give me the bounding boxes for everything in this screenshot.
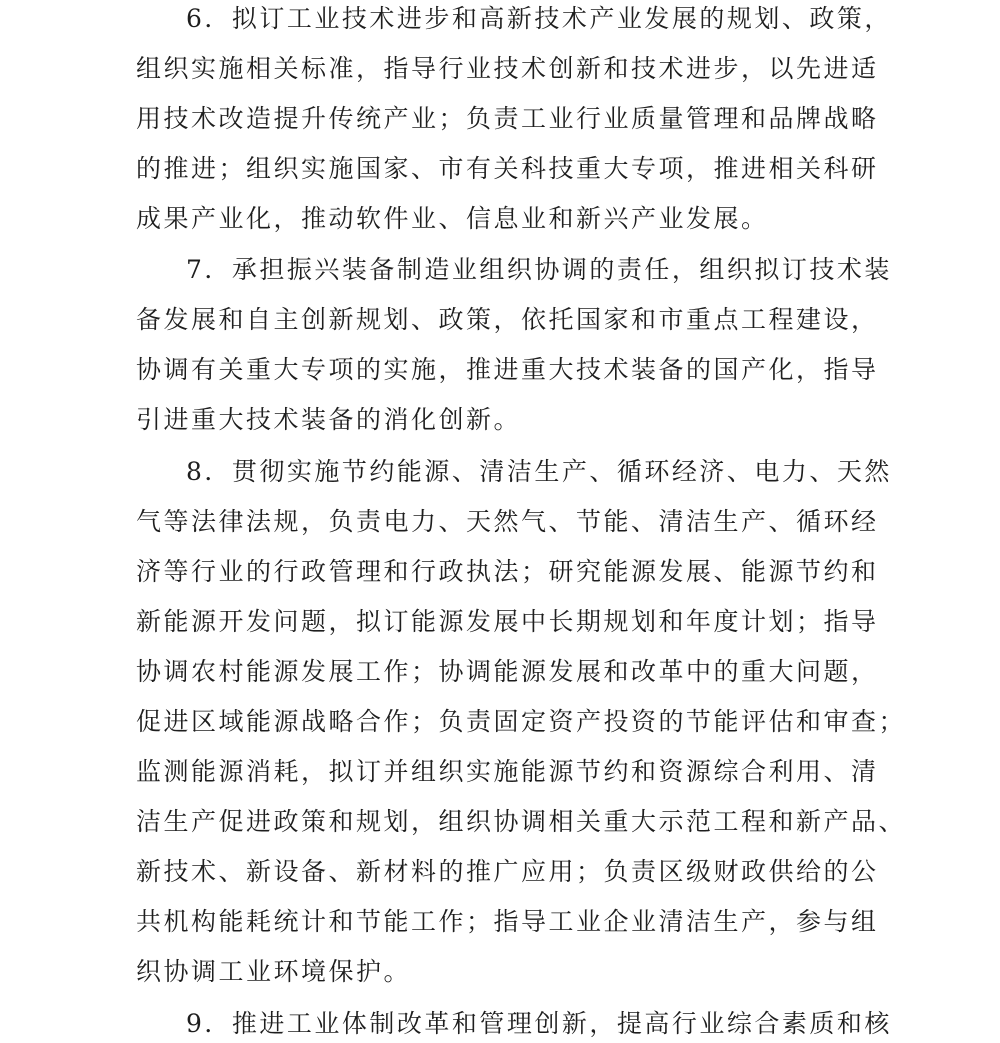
paragraph-7-line-2: 备发展和自主创新规划、政策，依托国家和市重点工程建设， (136, 305, 879, 334)
paragraph-8-line-10: 共机构能耗统计和节能工作；指导工业企业清洁生产，参与组 (136, 907, 879, 936)
paragraph-8-line-7: 监测能源消耗，拟订并组织实施能源节约和资源综合利用、清 (136, 757, 879, 786)
paragraph-6-line-3: 用技术改造提升传统产业；负责工业行业质量管理和品牌战略 (136, 104, 879, 133)
paragraph-6-line-2: 组织实施相关标准，指导行业技术创新和技术进步，以先进适 (136, 54, 879, 83)
paragraph-8-line-9: 新技术、新设备、新材料的推广应用；负责区级财政供给的公 (136, 857, 879, 886)
paragraph-7-line-4: 引进重大技术装备的消化创新。 (136, 405, 522, 434)
paragraph-7-line-3: 协调有关重大专项的实施，推进重大技术装备的国产化，指导 (136, 355, 879, 384)
paragraph-8-line-4: 新能源开发问题，拟订能源发展中长期规划和年度计划；指导 (136, 607, 879, 636)
paragraph-8-line-1: 8．贯彻实施节约能源、清洁生产、循环经济、电力、天然 (186, 457, 892, 486)
paragraph-8-line-6: 促进区域能源战略合作；负责固定资产投资的节能评估和审查； (136, 707, 907, 736)
paragraph-8-line-2: 气等法律法规，负责电力、天然气、节能、清洁生产、循环经 (136, 507, 879, 536)
paragraph-8-line-11: 织协调工业环境保护。 (136, 957, 412, 986)
paragraph-6-line-1: 6．拟订工业技术进步和高新技术产业发展的规划、政策， (186, 4, 892, 33)
paragraph-8-line-3: 济等行业的行政管理和行政执法；研究能源发展、能源节约和 (136, 557, 879, 586)
paragraph-7-line-1: 7．承担振兴装备制造业组织协调的责任，组织拟订技术装 (186, 255, 892, 284)
paragraph-8-line-5: 协调农村能源发展工作；协调能源发展和改革中的重大问题， (136, 657, 879, 686)
paragraph-6-line-4: 的推进；组织实施国家、市有关科技重大专项，推进相关科研 (136, 154, 879, 183)
paragraph-9-line-1: 9．推进工业体制改革和管理创新，提高行业综合素质和核 (186, 1009, 892, 1038)
paragraph-6-line-5: 成果产业化，推动软件业、信息业和新兴产业发展。 (136, 204, 769, 233)
paragraph-8-line-8: 洁生产促进政策和规划，组织协调相关重大示范工程和新产品、 (136, 807, 907, 836)
